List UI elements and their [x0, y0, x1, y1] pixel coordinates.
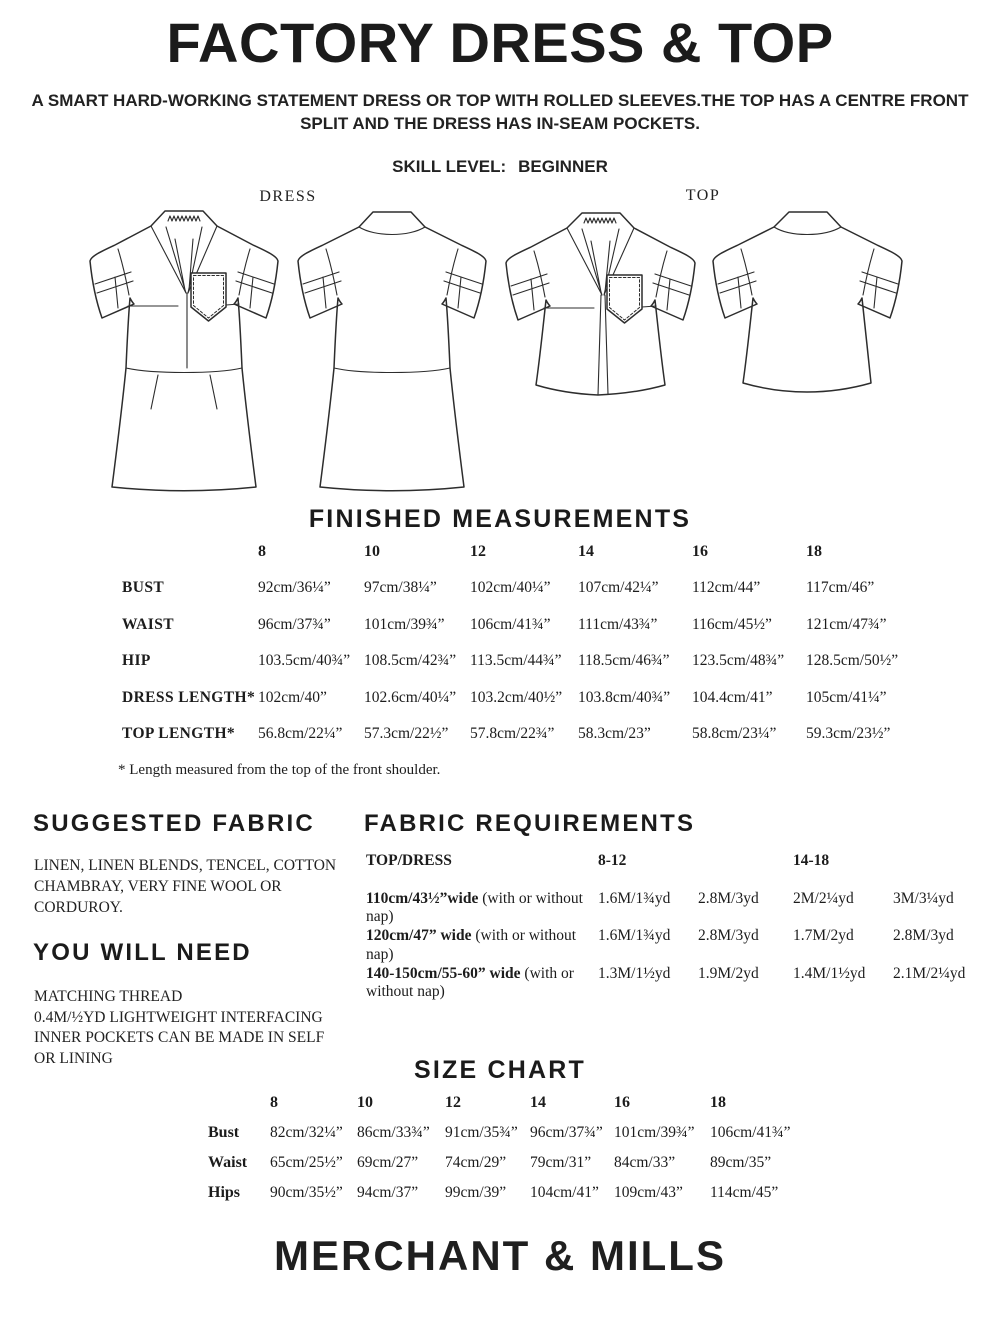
sc-cell: 69cm/27” — [357, 1154, 419, 1171]
sc-cell: 84cm/33” — [614, 1154, 676, 1171]
fm-cell: 103.8cm/40¾” — [578, 688, 671, 706]
fr-row-label: 140-150cm/55-60” wide (with or without nap) — [366, 964, 574, 1000]
sc-cell: 99cm/39” — [445, 1184, 507, 1201]
sc-cell: 65cm/25½” — [270, 1154, 343, 1171]
fm-row-label: HIP — [122, 652, 151, 670]
fr-row-label: 110cm/43½”wide (with or without nap) — [366, 889, 583, 925]
fm-cell: 101cm/39¾” — [364, 615, 445, 633]
fr-group-header: 14-18 — [793, 852, 830, 869]
fm-size-header: 18 — [806, 543, 822, 560]
size-chart-title: SIZE CHART — [414, 1056, 586, 1084]
fr-cell: 1.3M/1½yd — [598, 964, 671, 982]
sc-cell: 74cm/29” — [445, 1154, 507, 1171]
fr-cell: 1.6M/1¾yd — [598, 927, 671, 944]
fm-cell: 118.5cm/46¾” — [578, 652, 670, 670]
fm-cell: 107cm/42¼” — [578, 579, 659, 597]
fr-cell: 2.8M/3yd — [698, 927, 759, 944]
fm-cell: 102cm/40¼” — [470, 579, 551, 597]
fm-cell: 57.8cm/22¾” — [470, 724, 555, 742]
fr-cell: 1.6M/1¾yd — [598, 889, 671, 907]
fm-cell: 113.5cm/44¾” — [470, 652, 562, 670]
fm-size-header: 8 — [258, 543, 266, 560]
fm-size-header: 16 — [692, 543, 708, 560]
sc-row-label: Bust — [208, 1124, 240, 1141]
description-line-2: SPLIT AND THE DRESS HAS IN-SEAM POCKETS. — [300, 114, 700, 133]
fm-cell: 58.8cm/23¼” — [692, 724, 777, 742]
you-will-need-title: YOU WILL NEED — [33, 939, 252, 966]
fr-cell: 2.1M/2¼yd — [893, 964, 966, 982]
fm-cell: 117cm/46” — [806, 579, 875, 597]
fabric-requirements-table — [366, 852, 1000, 1002]
fm-cell: 104.4cm/41” — [692, 688, 773, 706]
fr-group-header: 8-12 — [598, 852, 627, 869]
fm-cell: 108.5cm/42¾” — [364, 652, 457, 670]
suggested-fabric-body: LINEN, LINEN BLENDS, TENCEL, COTTON CHAMBRAY, VERY FINE WOOL OR CORDUROY. — [34, 857, 337, 916]
fm-cell: 121cm/47¾” — [806, 615, 887, 633]
sc-row-label: Hips — [208, 1184, 241, 1201]
dress-front-drawing — [82, 205, 287, 495]
fm-cell: 116cm/45½” — [692, 615, 772, 633]
skill-level-value: BEGINNER — [518, 157, 608, 176]
sc-cell: 109cm/43” — [614, 1184, 683, 1201]
top-back-drawing — [705, 205, 910, 400]
sc-cell: 79cm/31” — [530, 1154, 592, 1171]
top-label: TOP — [685, 187, 721, 204]
finished-measurements-table — [122, 543, 916, 761]
fm-cell: 57.3cm/22½” — [364, 724, 449, 742]
fm-size-header: 10 — [364, 543, 380, 560]
sc-cell: 101cm/39¾” — [614, 1124, 695, 1141]
fm-cell: 123.5cm/48¾” — [692, 652, 785, 670]
sc-row-label: Waist — [208, 1154, 248, 1171]
suggested-fabric-title: SUGGESTED FABRIC — [33, 810, 315, 837]
sc-size-header: 14 — [530, 1094, 546, 1111]
fr-cell: 3M/3¼yd — [893, 889, 954, 907]
fr-cell: 1.4M/1½yd — [793, 964, 866, 982]
sc-size-header: 16 — [614, 1094, 630, 1111]
fm-row-label: TOP LENGTH* — [122, 724, 236, 742]
dress-label: DRESS — [259, 188, 317, 205]
fr-cell: 1.9M/2yd — [698, 964, 759, 982]
skill-level — [0, 157, 1000, 177]
fr-row-header: TOP/DRESS — [366, 852, 452, 869]
sc-cell: 104cm/41” — [530, 1184, 599, 1201]
fm-size-header: 14 — [578, 543, 594, 560]
garment-drawings — [0, 185, 1000, 505]
brand-logotype: MERCHANT & MILLS — [274, 1232, 726, 1279]
sc-cell: 89cm/35” — [710, 1154, 772, 1171]
fm-size-header: 12 — [470, 543, 486, 560]
sc-cell: 106cm/41¾” — [710, 1124, 791, 1141]
fm-row-label: WAIST — [122, 615, 174, 633]
sc-size-header: 10 — [357, 1094, 373, 1111]
description-line-1: A SMART HARD-WORKING STATEMENT DRESS OR TOP WITH ROLLED SLEEVES.THE TOP HAS A CENTRE FRONT — [31, 91, 969, 110]
fm-cell: 97cm/38¼” — [364, 579, 437, 597]
size-chart-table — [208, 1094, 820, 1214]
top-front-drawing — [498, 207, 703, 402]
sc-size-header: 12 — [445, 1094, 461, 1111]
skill-level-label: SKILL LEVEL: — [392, 157, 507, 176]
fm-cell: 103.5cm/40¾” — [258, 652, 351, 670]
fm-cell: 56.8cm/22¼” — [258, 724, 343, 742]
fm-cell: 111cm/43¾” — [578, 615, 658, 633]
sc-size-header: 18 — [710, 1094, 726, 1111]
sc-cell: 91cm/35¾” — [445, 1124, 518, 1141]
sc-size-header: 8 — [270, 1094, 278, 1111]
sc-cell: 90cm/35½” — [270, 1184, 343, 1201]
fm-cell: 96cm/37¾” — [258, 615, 331, 633]
page-title: FACTORY DRESS & TOP — [166, 11, 834, 74]
finished-measurements-title: FINISHED MEASUREMENTS — [308, 505, 692, 533]
fm-cell: 106cm/41¾” — [470, 615, 551, 633]
dress-back-drawing — [290, 205, 495, 495]
fr-row-label: 120cm/47” wide (with or without nap) — [366, 927, 577, 963]
fm-cell: 128.5cm/50½” — [806, 652, 899, 670]
fr-cell: 2.8M/3yd — [698, 889, 759, 907]
description — [0, 89, 1000, 135]
fr-cell: 2M/2¼yd — [793, 889, 854, 907]
fr-cell: 1.7M/2yd — [793, 927, 854, 944]
fm-cell: 92cm/36¼” — [258, 579, 331, 597]
you-will-need-body: MATCHING THREAD 0.4M/½YD LIGHTWEIGHT INTERFACING INNER POCKETS CAN BE MADE IN SELF OR LINING — [34, 988, 325, 1067]
fm-cell: 102cm/40” — [258, 688, 327, 706]
fm-cell: 58.3cm/23” — [578, 724, 651, 742]
sc-cell: 94cm/37” — [357, 1184, 419, 1201]
sc-cell: 86cm/33¾” — [357, 1124, 430, 1141]
fm-cell: 103.2cm/40½” — [470, 688, 563, 706]
fm-cell: 105cm/41¼” — [806, 688, 887, 706]
fm-row-label: DRESS LENGTH* — [122, 688, 256, 706]
sc-cell: 114cm/45” — [710, 1184, 779, 1201]
fr-cell: 2.8M/3yd — [893, 927, 954, 944]
fm-cell: 59.3cm/23½” — [806, 724, 891, 742]
fabric-requirements-title: FABRIC REQUIREMENTS — [364, 810, 696, 837]
sc-cell: 82cm/32¼” — [270, 1124, 343, 1141]
fm-footnote: * Length measured from the top of the front shoulder. — [118, 762, 441, 778]
fm-row-label: BUST — [122, 579, 165, 597]
fm-cell: 112cm/44” — [692, 579, 761, 597]
fm-cell: 102.6cm/40¼” — [364, 688, 457, 706]
sc-cell: 96cm/37¾” — [530, 1124, 603, 1141]
